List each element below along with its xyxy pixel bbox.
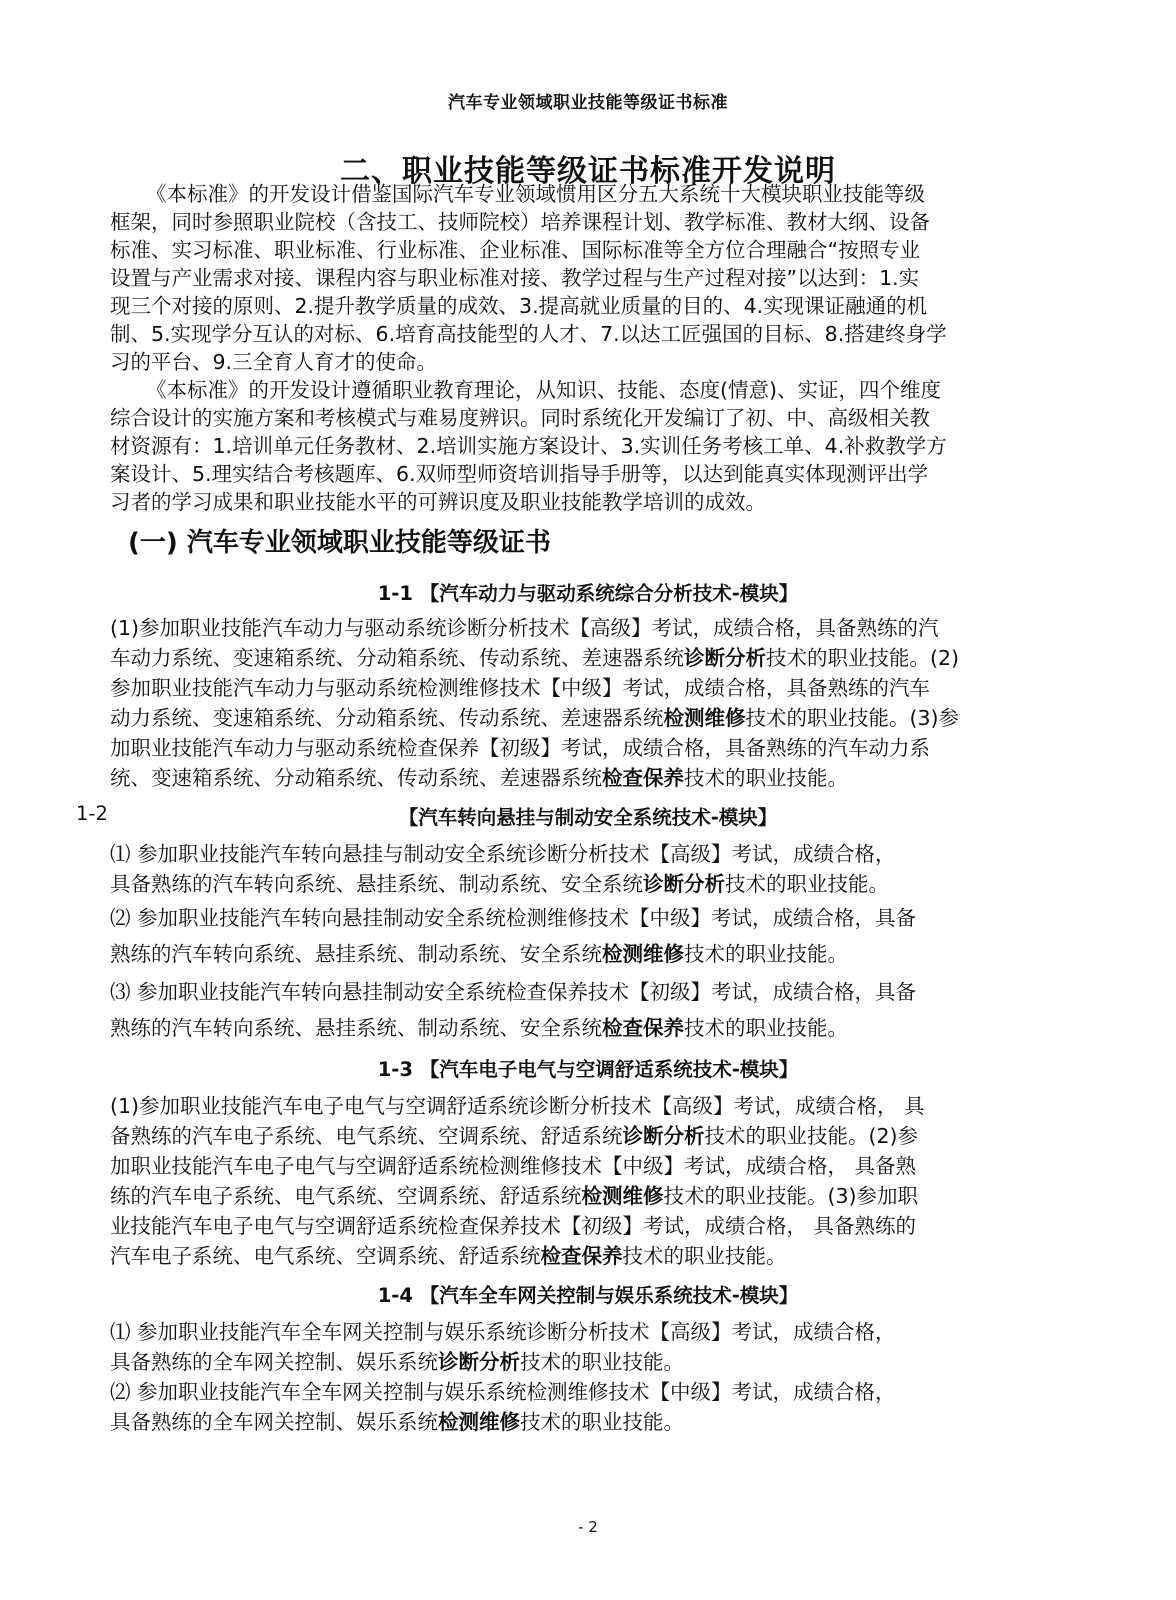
emphasis-text: 诊断分析 (622, 1124, 705, 1148)
text-line (110, 704, 959, 732)
text-run: 熟练的汽车转向系统、悬挂系统、制动系统、安全系统 (110, 1016, 602, 1040)
text-line: 框架，同时参照职业院校（含技工、技师院校）培养课程计划、教学标准、教材大纲、设备 (110, 210, 930, 234)
text-run: 技术的职业技能。(3)参加职 (663, 1184, 919, 1208)
text-run: 加职业技能汽车电子电气与空调舒适系统检测维修技术【中级】考试，成绩合格， 具备熟 (110, 1154, 917, 1178)
text-line (110, 644, 959, 672)
text-line (110, 614, 939, 642)
running-header: 汽车专业领域职业技能等级证书标准 (448, 93, 728, 113)
module-title: 【汽车动力与驱动系统综合分析技术-模块】 (419, 582, 799, 605)
text-run: 技术的职业技能。 (520, 1410, 684, 1434)
text-line: 设置与产业需求对接、课程内容与职业标准对接、教学过程与生产过程对接”以达到：1.实 (110, 266, 920, 290)
text-run: 技术的职业技能。 (622, 1244, 787, 1268)
text-run: 动力系统、变速箱系统、分动箱系统、传动系统、差速器系统 (110, 706, 664, 730)
text-line (110, 1408, 684, 1436)
text-run: 熟练的汽车转向系统、悬挂系统、制动系统、安全系统 (110, 942, 602, 966)
text-run: 技术的职业技能。(2)参 (704, 1124, 919, 1148)
module-title: 【汽车全车网关控制与娱乐系统技术-模块】 (419, 1284, 799, 1307)
module-title: 【汽车转向悬挂与制动安全系统技术-模块】 (398, 806, 778, 829)
section-title: 二、职业技能等级证书标准开发说明 (340, 154, 836, 189)
text-run: 技术的职业技能。 (684, 766, 848, 790)
text-run: 技术的职业技能。 (725, 872, 889, 896)
text-run: (1)参加职业技能汽车动力与驱动系统诊断分析技术【高级】考试，成绩合格，具备熟练的汽 (110, 616, 939, 640)
text-run: ⑵ 参加职业技能汽车全车网关控制与娱乐系统检测维修技术【中级】考试，成绩合格， (110, 1380, 896, 1404)
text-run: ⑶ 参加职业技能汽车转向悬挂制动安全系统检查保养技术【初级】考试，成绩合格，具备 (110, 980, 917, 1004)
module-title: 【汽车电子电气与空调舒适系统技术-模块】 (419, 1058, 799, 1081)
emphasis-text: 检测维修 (602, 942, 684, 966)
subsection-heading: (一) 汽车专业领域职业技能等级证书 (128, 528, 551, 558)
text-line (110, 1014, 848, 1042)
text-line: 材资源有：1.培训单元任务教材、2.培训实施方案设计、3.实训任务考核工单、4.补救教学方 (110, 434, 947, 458)
module-number: 1-2 (76, 802, 108, 825)
text-line (110, 978, 916, 1006)
emphasis-text: 检查保养 (540, 1244, 623, 1268)
text-run: 备熟练的汽车电子系统、电气系统、空调系统、舒适系统 (110, 1124, 623, 1148)
module-heading (0, 1054, 1176, 1082)
module-number: 1-3 (377, 1058, 413, 1081)
text-run: 车动力系统、变速箱系统、分动箱系统、传动系统、差速器系统 (110, 646, 684, 670)
text-line (110, 940, 848, 968)
text-run: 练的汽车电子系统、电气系统、空调系统、舒适系统 (110, 1184, 582, 1208)
text-line: 习者的学习成果和职业技能水平的可辨识度及职业技能教学培训的成效。 (110, 490, 766, 514)
text-run: 参加职业技能汽车动力与驱动系统检测维修技术【中级】考试，成绩合格，具备熟练的汽车 (110, 676, 930, 700)
text-line: 《本标准》的开发设计借鉴国际汽车专业领域惯用区分五大系统十大模块职业技能等级 (146, 182, 925, 206)
emphasis-text: 诊断分析 (643, 872, 725, 896)
text-line (110, 1378, 896, 1406)
text-line: 现三个对接的原则、2.提升教学质量的成效、3.提高就业质量的目的、4.实现课证融通的机 (110, 294, 928, 318)
text-run: 具备熟练的全车网关控制、娱乐系统 (110, 1350, 438, 1374)
text-line: 综合设计的实施方案和考核模式与难易度辨识。同时系统化开发编订了初、中、高级相关教 (110, 406, 930, 430)
module-number: 1-1 (377, 582, 413, 605)
emphasis-text: 诊断分析 (438, 1350, 520, 1374)
emphasis-text: 检查保养 (602, 766, 684, 790)
text-line (110, 840, 896, 868)
text-line (110, 1122, 918, 1150)
text-line (110, 764, 848, 792)
text-line (110, 1212, 916, 1240)
text-line (110, 1242, 787, 1270)
text-run: 技术的职业技能。 (520, 1350, 684, 1374)
text-run: 汽车电子系统、电气系统、空调系统、舒适系统 (110, 1244, 541, 1268)
emphasis-text: 诊断分析 (684, 646, 766, 670)
text-run: 技术的职业技能。 (684, 1016, 848, 1040)
text-line (110, 734, 930, 762)
text-run: ⑴ 参加职业技能汽车全车网关控制与娱乐系统诊断分析技术【高级】考试，成绩合格， (110, 1320, 896, 1344)
text-run: 业技能汽车电子电气与空调舒适系统检查保养技术【初级】考试，成绩合格， 具备熟练的 (110, 1214, 917, 1238)
text-line (110, 1348, 684, 1376)
text-run: 加职业技能汽车动力与驱动系统检查保养【初级】考试，成绩合格，具备熟练的汽车动力系 (110, 736, 930, 760)
text-run: ⑴ 参加职业技能汽车转向悬挂与制动安全系统诊断分析技术【高级】考试，成绩合格， (110, 842, 896, 866)
text-line (110, 674, 930, 702)
text-run: 技术的职业技能。(2) (766, 646, 960, 670)
emphasis-text: 检查保养 (602, 1016, 684, 1040)
text-line (110, 1152, 916, 1180)
module-heading (0, 578, 1176, 606)
text-line: 案设计、5.理实结合考核题库、6.双师型师资培训指导手册等，以达到能真实体现测评出学 (110, 462, 929, 486)
text-run: 具备熟练的全车网关控制、娱乐系统 (110, 1410, 438, 1434)
text-line (110, 1092, 925, 1120)
emphasis-text: 检测维修 (581, 1184, 664, 1208)
text-line (110, 1182, 918, 1210)
text-line: 《本标准》的开发设计遵循职业教育理论，从知识、技能、态度(情意)、实证，四个维度 (146, 378, 941, 402)
text-line: 制、5.实现学分互认的对标、6.培育高技能型的人才、7.以达工匠强国的目标、8.搭建终身学 (110, 322, 947, 346)
text-line (110, 870, 889, 898)
text-run: (1)参加职业技能汽车电子电气与空调舒适系统诊断分析技术【高级】考试，成绩合格， 具 (110, 1094, 925, 1118)
module-heading (0, 1280, 1176, 1308)
text-line (110, 1318, 896, 1346)
text-run: 统、变速箱系统、分动箱系统、传动系统、差速器系统 (110, 766, 602, 790)
text-run: 具备熟练的汽车转向系统、悬挂系统、制动系统、安全系统 (110, 872, 643, 896)
text-line (110, 904, 916, 932)
text-run: 技术的职业技能。 (684, 942, 848, 966)
text-line: 标准、实习标准、职业标准、行业标准、企业标准、国际标准等全方位合理融合“按照专业 (110, 238, 921, 262)
text-run: ⑵ 参加职业技能汽车转向悬挂制动安全系统检测维修技术【中级】考试，成绩合格，具备 (110, 906, 917, 930)
page-number: - 2 (578, 1518, 598, 1536)
text-run: 技术的职业技能。(3)参 (745, 706, 960, 730)
emphasis-text: 检测维修 (438, 1410, 520, 1434)
module-number: 1-4 (377, 1284, 413, 1307)
text-line: 习的平台、9.三全育人育才的使命。 (110, 350, 438, 374)
emphasis-text: 检测维修 (663, 706, 746, 730)
